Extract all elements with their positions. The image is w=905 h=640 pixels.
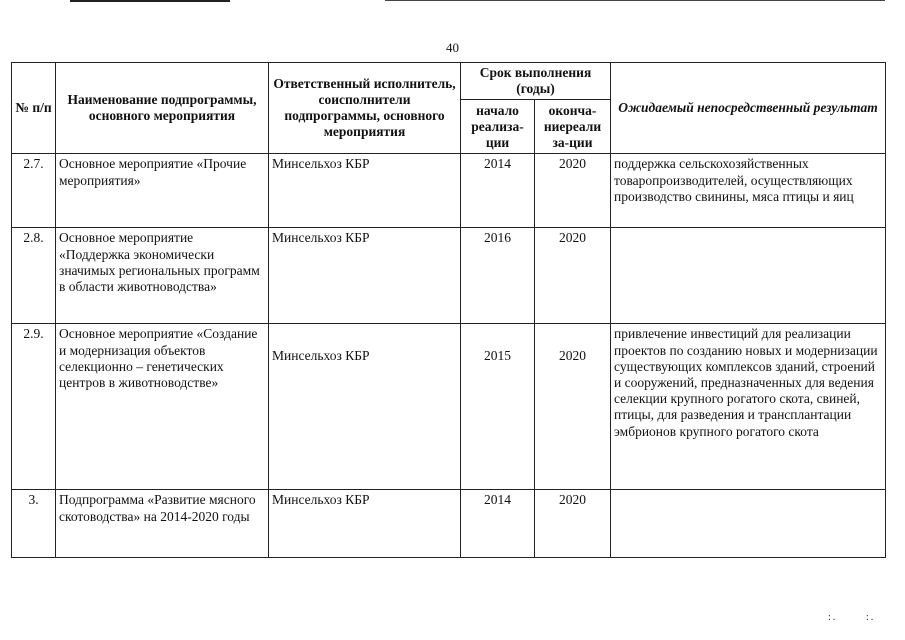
row-name: Основное мероприятие «Поддержка экономически значимых региональных программ в области животноводства» [56, 228, 269, 324]
row-result: привлечение инвестиций для реализации проектов по созданию новых и модернизации существующих комплексов зданий, строений и сооружений, предназначенных для ведения селекции крупного рогатого скота, свиней, птицы, для разведения и трансплантации эмбрионов крупного рогатого скота [611, 324, 886, 490]
row-result: поддержка сельскохозяйственных товаропроизводителей, осуществляющих производство свинины, мяса птицы и яиц [611, 154, 886, 228]
row-name: Основное мероприятие «Прочие мероприятия» [56, 154, 269, 228]
table-row [12, 154, 886, 228]
table-row [12, 228, 886, 324]
row-end-year: 2020 [535, 154, 611, 228]
header-responsible: Ответственный исполнитель, соисполнители подпрограммы, основного мероприятия [269, 63, 461, 154]
row-number: 2.8. [12, 228, 56, 324]
header-end: оконча-ниереали за-ции [535, 100, 611, 154]
row-number: 2.7. [12, 154, 56, 228]
row-end-year: 2020 [535, 324, 611, 490]
header-num: № п/п [12, 63, 56, 154]
top-rule-right [385, 0, 885, 1]
header-row-1 [12, 63, 886, 100]
table-row [12, 324, 886, 490]
header-name: Наименование подпрограммы, основного мероприятия [56, 63, 269, 154]
row-name: Основное мероприятие «Создание и модернизация объектов селекционно – генетических центров в животноводстве» [56, 324, 269, 490]
row-start-year: 2014 [461, 154, 535, 228]
row-start-year: 2016 [461, 228, 535, 324]
row-responsible: Минсельхоз КБР [269, 324, 461, 490]
row-responsible: Минсельхоз КБР [269, 490, 461, 558]
row-start-year: 2015 [461, 324, 535, 490]
row-end-year: 2020 [535, 490, 611, 558]
row-number: 2.9. [12, 324, 56, 490]
top-rule-left [70, 0, 230, 2]
row-result [611, 228, 886, 324]
row-number: 3. [12, 490, 56, 558]
header-expected-result: Ожидаемый непосредственный результат [611, 63, 886, 154]
row-start-year: 2014 [461, 490, 535, 558]
row-end-year: 2020 [535, 228, 611, 324]
page-number: 40 [446, 40, 459, 55]
scan-mark-right: :. [866, 612, 876, 623]
program-table [11, 62, 886, 558]
row-name: Подпрограмма «Развитие мясного скотоводства» на 2014-2020 годы [56, 490, 269, 558]
row-result [611, 490, 886, 558]
header-start: начало реализа-ции [461, 100, 535, 154]
scan-mark-left: :. [828, 612, 838, 623]
table-row [12, 490, 886, 558]
row-responsible: Минсельхоз КБР [269, 154, 461, 228]
row-responsible: Минсельхоз КБР [269, 228, 461, 324]
header-term: Срок выполнения (годы) [461, 63, 611, 100]
